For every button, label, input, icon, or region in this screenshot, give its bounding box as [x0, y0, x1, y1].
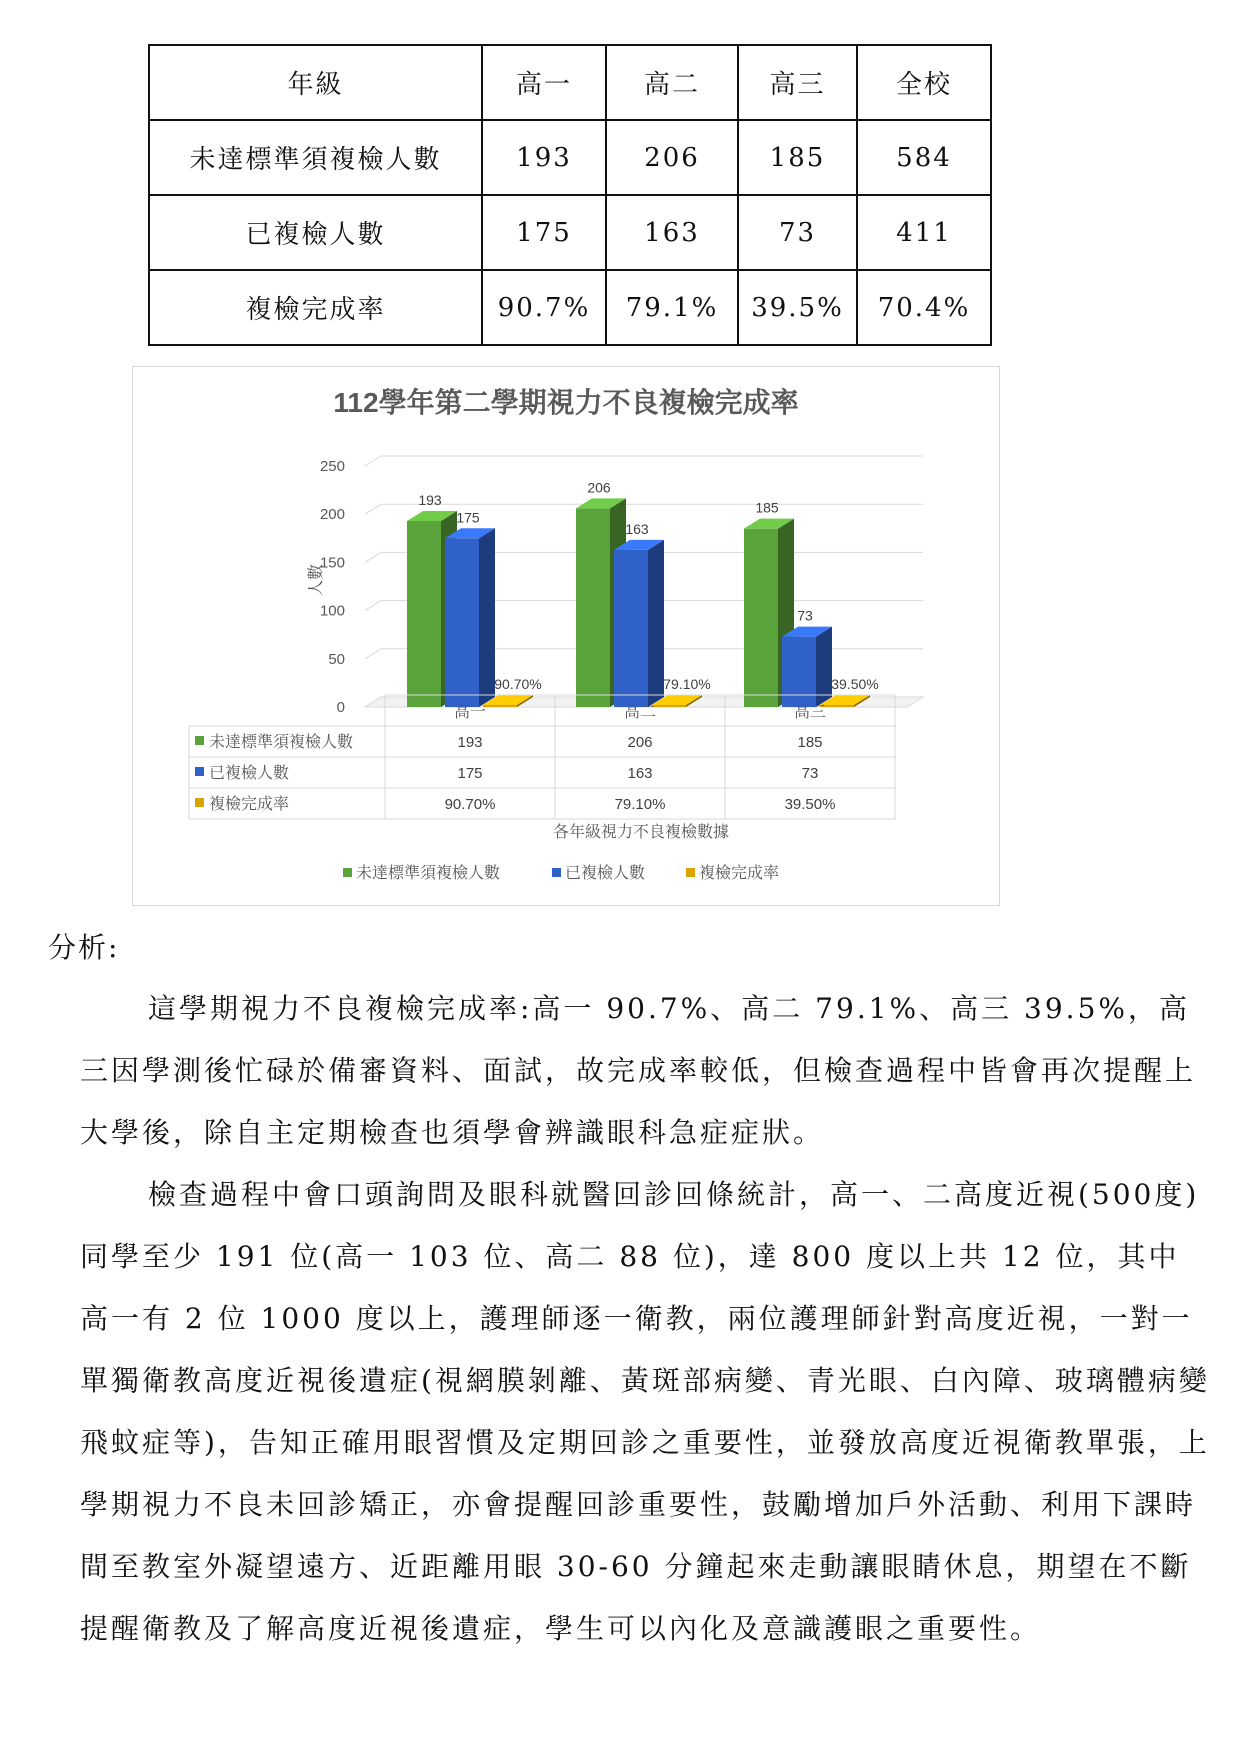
gridline-depth — [365, 552, 381, 562]
table-cell: 90.7% — [482, 270, 606, 345]
bar-chart — [133, 367, 999, 905]
table-cell: 193 — [482, 120, 606, 195]
bar-data-label: 193 — [418, 491, 442, 508]
bar-front — [614, 550, 648, 707]
table-row — [149, 120, 991, 195]
table-cell: 411 — [857, 195, 991, 270]
table-header-cell: 高一 — [482, 45, 606, 120]
table-value: 79.10% — [614, 796, 666, 813]
legend-key — [195, 736, 204, 745]
summary-table — [148, 44, 992, 346]
table-value: 90.70% — [444, 796, 496, 813]
legend-label: 已複檢人數 — [565, 865, 646, 882]
legend-label: 未達標準須複檢人數 — [356, 865, 501, 882]
table-series-label: 已複檢人數 — [209, 765, 290, 782]
table-header-cell: 全校 — [857, 45, 991, 120]
table-row-label: 複檢完成率 — [149, 270, 482, 345]
table-header-cell: 高三 — [738, 45, 857, 120]
gridline-depth — [365, 601, 381, 611]
bar-front — [483, 705, 517, 707]
table-value: 185 — [797, 734, 823, 751]
legend-key — [343, 868, 352, 877]
bar-side — [648, 540, 664, 707]
table-value: 163 — [627, 765, 653, 782]
x-category-label: 高二 — [623, 704, 657, 721]
legend-key — [195, 798, 204, 807]
bar-data-label: 185 — [755, 499, 779, 516]
table-value: 175 — [457, 765, 483, 782]
table-header-row — [149, 45, 991, 120]
table-cell: 185 — [738, 120, 857, 195]
table-cell: 206 — [606, 120, 738, 195]
table-cell: 39.5% — [738, 270, 857, 345]
bar-front — [445, 538, 479, 707]
bar-front — [652, 705, 686, 707]
table-header-cell: 高二 — [606, 45, 738, 120]
y-tick-label: 50 — [328, 650, 345, 668]
table-value: 206 — [627, 734, 653, 751]
bar-data-label: 79.10% — [663, 676, 711, 692]
y-tick-label: 200 — [319, 506, 345, 524]
gridline-depth — [365, 504, 381, 514]
table-value: 39.50% — [784, 796, 836, 813]
table-row — [149, 195, 991, 270]
legend-key — [686, 868, 695, 877]
table-value: 193 — [457, 734, 483, 751]
y-tick-label: 0 — [336, 699, 345, 716]
bar-data-label: 206 — [587, 479, 611, 496]
y-axis-title: 人數 — [308, 563, 325, 597]
chart-title: 112學年第二學期視力不良複檢完成率 — [333, 387, 799, 418]
table-cell: 175 — [482, 195, 606, 270]
bar-data-label: 175 — [456, 509, 480, 526]
table-cell: 163 — [606, 195, 738, 270]
bar-data-label: 163 — [625, 520, 649, 537]
gridline-depth — [365, 456, 381, 466]
analysis-heading: 分析: — [48, 931, 120, 964]
bar-data-label: 73 — [797, 607, 813, 624]
table-cell: 73 — [738, 195, 857, 270]
legend-key — [195, 767, 204, 776]
table-row — [149, 270, 991, 345]
table-cell: 584 — [857, 120, 991, 195]
table-series-label: 複檢完成率 — [209, 796, 290, 813]
x-category-label: 高三 — [793, 704, 827, 721]
analysis-paragraph: 這學期視力不良複檢完成率:高一 90.7%、高二 79.1%、高三 39.5%，高三因學測後忙碌於備審資料、面試，故完成率較低，但檢查過程中皆會再次提醒上大學後，除自主定期檢查也須學會辨識眼科急症症狀。 — [80, 992, 1197, 1149]
bar-front — [407, 521, 441, 707]
chart-container — [132, 366, 1000, 906]
x-category-label: 高一 — [453, 704, 487, 721]
y-tick-label: 100 — [319, 602, 345, 620]
table-header-cell: 年級 — [149, 45, 482, 120]
bar-data-label: 39.50% — [831, 676, 879, 692]
x-axis-title: 各年級視力不良複檢數據 — [552, 824, 730, 841]
table-value: 73 — [801, 765, 819, 782]
table-cell: 70.4% — [857, 270, 991, 345]
table-row-label: 已複檢人數 — [149, 195, 482, 270]
legend-label: 複檢完成率 — [699, 865, 780, 882]
bar-front — [782, 637, 816, 707]
legend-key — [552, 868, 561, 877]
y-tick-label: 150 — [319, 554, 345, 572]
y-tick-label: 250 — [319, 458, 345, 475]
bar-front — [744, 529, 778, 707]
table-series-label: 未達標準須複檢人數 — [209, 734, 354, 751]
table-cell: 79.1% — [606, 270, 738, 345]
table-row-label: 未達標準須複檢人數 — [149, 120, 482, 195]
analysis-paragraph: 檢查過程中會口頭詢問及眼科就醫回診回條統計，高一、二高度近視(500度)同學至少 191 位(高一 103 位、高二 88 位)，達 800 度以上共 12 位，其中高一有 2 位 1000 度以上，護理師逐一衛教，兩位護理師針對高度近視，一對一單獨衛教高度近視後遺症(視網膜剝離、黃斑部病變、青光眼、白內障、玻璃體病變飛蚊症等)，告知正確用眼習慣及定期回診之重要性，並發放高度近視衛教單張，上學期視力不良未回診矯正，亦會提醒回診重要性，鼓勵增加戶外活動、利用下課時間至教室外凝望遠方、近距離用眼 30-60 分鐘起來走動讓眼睛休息，期望在不斷提醒衛教及了解高度近視後遺症，學生可以內化及意識護眼之重要性。 — [80, 1178, 1210, 1645]
bar-side — [479, 528, 495, 707]
gridline-depth — [365, 649, 381, 659]
bar-front — [576, 508, 610, 707]
bar-data-label: 90.70% — [494, 676, 542, 692]
